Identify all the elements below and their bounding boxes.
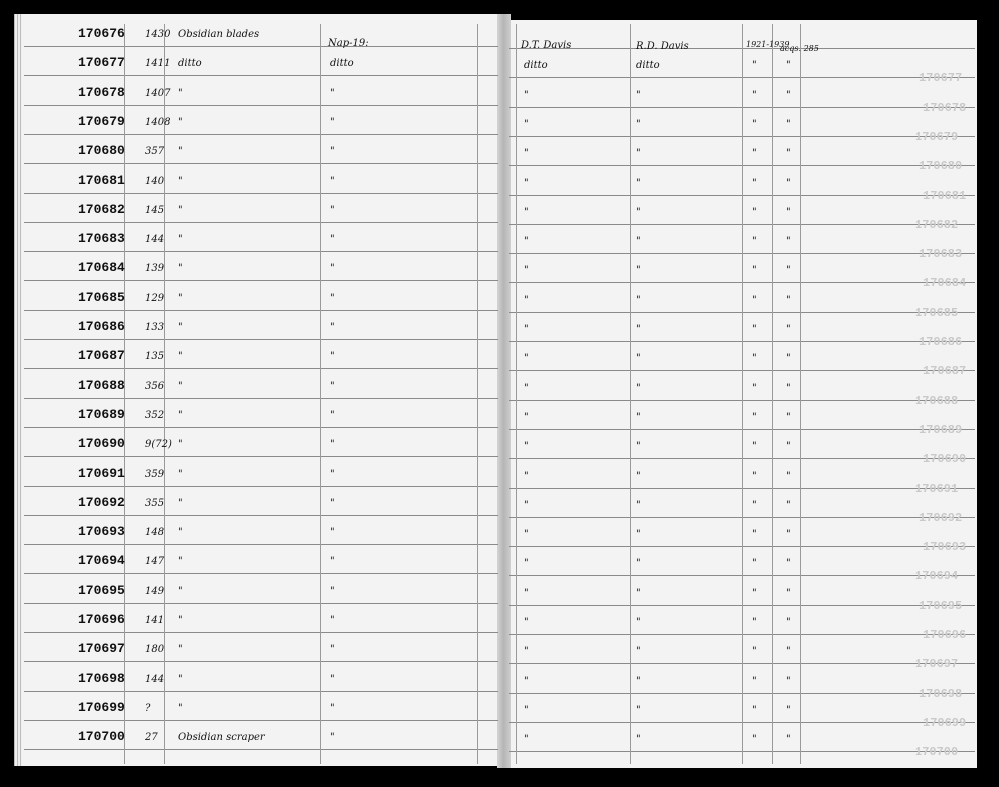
accession-number-header: acqs. 285 [780, 44, 819, 53]
donor-entry: ditto [636, 60, 660, 71]
locality-entry: " [330, 732, 335, 743]
accession-date-entry: " [752, 90, 757, 101]
object-description: " [178, 205, 183, 216]
object-description: " [178, 527, 183, 538]
accession-date-entry: " [752, 471, 757, 482]
ghost-catalog-number: 170681 [923, 189, 967, 203]
field-number: 355 [145, 498, 165, 509]
donor-entry: " [636, 412, 641, 423]
object-description: Obsidian blades [178, 29, 260, 40]
locality-entry: " [330, 146, 335, 157]
object-description: " [178, 439, 183, 450]
object-description: " [178, 293, 183, 304]
field-number: 139 [145, 263, 165, 274]
collector-entry: " [524, 90, 529, 101]
object-description: " [178, 263, 183, 274]
field-number: 148 [145, 527, 165, 538]
accession-date-entry: " [752, 236, 757, 247]
left-column-divider [320, 24, 321, 764]
object-description: " [178, 498, 183, 509]
accession-date-entry: " [752, 148, 757, 159]
accession-date-entry: " [752, 500, 757, 511]
collector-entry: " [524, 529, 529, 540]
donor-entry: " [636, 324, 641, 335]
accession-date-entry: " [752, 295, 757, 306]
catalog-number: 170684 [78, 260, 125, 275]
locality-entry: " [330, 674, 335, 685]
accession-number-entry: " [786, 383, 791, 394]
accession-date-entry: " [752, 265, 757, 276]
field-number: 27 [145, 732, 158, 743]
ghost-catalog-number: 170697 [915, 657, 959, 671]
object-description: " [178, 615, 183, 626]
object-description: " [178, 176, 183, 187]
object-description: " [178, 146, 183, 157]
catalog-number: 170687 [78, 348, 125, 363]
field-number: 145 [145, 205, 165, 216]
catalog-number: 170681 [78, 173, 125, 188]
left-ruled-line [24, 163, 498, 164]
locality-entry: " [330, 615, 335, 626]
left-ruled-line [24, 339, 498, 340]
accession-date-entry: " [752, 734, 757, 745]
left-ruled-line [24, 280, 498, 281]
left-ruled-line [24, 603, 498, 604]
left-ruled-line [24, 251, 498, 252]
accession-number-entry: " [786, 265, 791, 276]
column-header-note: Nap-19: [328, 38, 369, 49]
catalog-number: 170676 [78, 26, 125, 41]
ghost-catalog-number: 170677 [919, 71, 963, 85]
object-description: " [178, 469, 183, 480]
donor-entry: " [636, 148, 641, 159]
accession-number-entry: " [786, 646, 791, 657]
object-description: " [178, 322, 183, 333]
left-ruled-line [24, 749, 498, 750]
collector-entry: " [524, 148, 529, 159]
object-description: " [178, 381, 183, 392]
accession-date-entry: " [752, 178, 757, 189]
catalog-number: 170699 [78, 700, 125, 715]
ghost-catalog-number: 170682 [915, 218, 959, 232]
donor-entry: " [636, 295, 641, 306]
donor-entry: " [636, 90, 641, 101]
accession-number-entry: " [786, 676, 791, 687]
donor-entry: " [636, 705, 641, 716]
donor-entry: " [636, 646, 641, 657]
locality-entry: " [330, 234, 335, 245]
locality-entry: " [330, 498, 335, 509]
locality-entry: " [330, 176, 335, 187]
catalog-number: 170679 [78, 114, 125, 129]
accession-number-entry: " [786, 500, 791, 511]
locality-entry: " [330, 263, 335, 274]
catalog-number: 170685 [78, 290, 125, 305]
collector-entry: " [524, 265, 529, 276]
locality-entry: " [330, 469, 335, 480]
right-column-divider [630, 24, 631, 764]
accession-date-entry: " [752, 617, 757, 628]
field-number: ? [145, 703, 151, 714]
catalog-number: 170691 [78, 466, 125, 481]
accession-number-entry: " [786, 60, 791, 71]
accession-number-entry: " [786, 471, 791, 482]
accession-number-entry: " [786, 119, 791, 130]
right-column-divider [516, 24, 517, 764]
field-number: 147 [145, 556, 165, 567]
accession-number-entry: " [786, 324, 791, 335]
field-number: 180 [145, 644, 165, 655]
left-ruled-line [24, 691, 498, 692]
ghost-catalog-number: 170687 [923, 364, 967, 378]
catalog-number: 170682 [78, 202, 125, 217]
accession-date-entry: " [752, 412, 757, 423]
donor-entry: " [636, 676, 641, 687]
book-gutter [497, 14, 511, 768]
collector-entry: " [524, 500, 529, 511]
donor-entry: " [636, 353, 641, 364]
collector-entry: " [524, 178, 529, 189]
donor-entry: " [636, 178, 641, 189]
collector-entry: " [524, 471, 529, 482]
accession-date-header: 1921-1939 [746, 40, 790, 49]
collector-entry: " [524, 236, 529, 247]
collector-entry: " [524, 119, 529, 130]
catalog-number: 170692 [78, 495, 125, 510]
ghost-catalog-number: 170690 [923, 452, 967, 466]
accession-number-entry: " [786, 734, 791, 745]
accession-number-entry: " [786, 148, 791, 159]
right-column-divider [742, 24, 743, 764]
accession-date-entry: " [752, 353, 757, 364]
accession-date-entry: " [752, 119, 757, 130]
locality-entry: " [330, 586, 335, 597]
left-ruled-line [24, 134, 498, 135]
field-number: 149 [145, 586, 165, 597]
object-description: " [178, 117, 183, 128]
donor-entry: " [636, 441, 641, 452]
field-number: 141 [145, 615, 165, 626]
accession-date-entry: " [752, 646, 757, 657]
collector-entry: " [524, 295, 529, 306]
locality-entry: " [330, 527, 335, 538]
field-number: 144 [145, 234, 165, 245]
left-ruled-line [24, 573, 498, 574]
collector-entry: " [524, 617, 529, 628]
collector-entry: " [524, 441, 529, 452]
locality-entry: ditto [330, 58, 354, 69]
left-ruled-line [24, 310, 498, 311]
field-number: 133 [145, 322, 165, 333]
accession-number-entry: " [786, 617, 791, 628]
left-ruled-line [24, 632, 498, 633]
catalog-number: 170686 [78, 319, 125, 334]
field-number: 356 [145, 381, 165, 392]
collector-header: D.T. Davis [521, 40, 572, 51]
catalog-number: 170694 [78, 553, 125, 568]
ghost-catalog-number: 170693 [923, 540, 967, 554]
ghost-catalog-number: 170683 [919, 247, 963, 261]
locality-entry: " [330, 88, 335, 99]
ghost-catalog-number: 170688 [915, 394, 959, 408]
collector-entry: " [524, 705, 529, 716]
donor-entry: " [636, 529, 641, 540]
catalog-number: 170693 [78, 524, 125, 539]
accession-number-entry: " [786, 90, 791, 101]
donor-entry: " [636, 236, 641, 247]
object-description: " [178, 586, 183, 597]
left-ruled-line [24, 105, 498, 106]
left-ruled-line [24, 720, 498, 721]
object-description: ditto [178, 58, 202, 69]
locality-entry: " [330, 322, 335, 333]
collector-entry: " [524, 383, 529, 394]
collector-entry: ditto [524, 60, 548, 71]
donor-entry: " [636, 617, 641, 628]
accession-number-entry: " [786, 236, 791, 247]
ghost-catalog-number: 170686 [919, 335, 963, 349]
ghost-catalog-number: 170700 [915, 745, 959, 759]
object-description: " [178, 88, 183, 99]
left-ruled-line [24, 486, 498, 487]
catalog-number: 170683 [78, 231, 125, 246]
accession-date-entry: " [752, 207, 757, 218]
object-description: " [178, 674, 183, 685]
collector-entry: " [524, 588, 529, 599]
left-ruled-line [24, 544, 498, 545]
object-description: Obsidian scraper [178, 732, 265, 743]
collector-entry: " [524, 676, 529, 687]
locality-entry: " [330, 117, 335, 128]
donor-entry: " [636, 500, 641, 511]
locality-entry: " [330, 410, 335, 421]
catalog-number: 170697 [78, 641, 125, 656]
left-column-divider [477, 24, 478, 764]
collector-entry: " [524, 646, 529, 657]
catalog-number: 170677 [78, 55, 125, 70]
left-ruled-line [24, 456, 498, 457]
accession-number-entry: " [786, 295, 791, 306]
field-number: 1408 [145, 117, 171, 128]
accession-date-entry: " [752, 60, 757, 71]
ghost-catalog-number: 170679 [915, 130, 959, 144]
left-ruled-line [24, 193, 498, 194]
accession-number-entry: " [786, 178, 791, 189]
left-ruled-line [24, 46, 498, 47]
field-number: 359 [145, 469, 165, 480]
accession-number-entry: " [786, 412, 791, 423]
locality-entry: " [330, 205, 335, 216]
donor-entry: " [636, 734, 641, 745]
ghost-catalog-number: 170680 [919, 159, 963, 173]
ghost-catalog-number: 170692 [919, 511, 963, 525]
accession-date-entry: " [752, 588, 757, 599]
donor-entry: " [636, 558, 641, 569]
accession-date-entry: " [752, 383, 757, 394]
accession-number-entry: " [786, 529, 791, 540]
collector-entry: " [524, 207, 529, 218]
collector-entry: " [524, 558, 529, 569]
locality-entry: " [330, 293, 335, 304]
field-number: 352 [145, 410, 165, 421]
ghost-catalog-number: 170694 [915, 569, 959, 583]
donor-entry: " [636, 588, 641, 599]
collector-entry: " [524, 353, 529, 364]
accession-date-entry: " [752, 676, 757, 687]
ghost-catalog-number: 170691 [915, 482, 959, 496]
ghost-catalog-number: 170698 [919, 687, 963, 701]
ghost-catalog-number: 170699 [923, 716, 967, 730]
field-number: 1407 [145, 88, 171, 99]
collector-entry: " [524, 412, 529, 423]
left-ruled-line [24, 222, 498, 223]
accession-date-entry: " [752, 529, 757, 540]
object-description: " [178, 234, 183, 245]
accession-number-entry: " [786, 588, 791, 599]
ghost-catalog-number: 170678 [923, 101, 967, 115]
locality-entry: " [330, 439, 335, 450]
left-ruled-line [24, 75, 498, 76]
field-number: 9(72) [145, 439, 172, 450]
accession-date-entry: " [752, 324, 757, 335]
left-ruled-line [24, 661, 498, 662]
accession-number-entry: " [786, 207, 791, 218]
collector-entry: " [524, 734, 529, 745]
donor-header: R.D. Davis [636, 41, 689, 52]
accession-date-entry: " [752, 705, 757, 716]
ghost-catalog-number: 170696 [923, 628, 967, 642]
right-column-divider [800, 24, 801, 764]
accession-number-entry: " [786, 705, 791, 716]
object-description: " [178, 410, 183, 421]
field-number: 135 [145, 351, 165, 362]
ghost-catalog-number: 170695 [919, 599, 963, 613]
ghost-catalog-number: 170689 [919, 423, 963, 437]
donor-entry: " [636, 207, 641, 218]
left-ruled-line [24, 515, 498, 516]
accession-date-entry: " [752, 441, 757, 452]
field-number: 144 [145, 674, 165, 685]
field-number: 1430 [145, 29, 171, 40]
accession-number-entry: " [786, 558, 791, 569]
field-number: 129 [145, 293, 165, 304]
donor-entry: " [636, 119, 641, 130]
object-description: " [178, 703, 183, 714]
left-ruled-line [24, 427, 498, 428]
catalog-number: 170695 [78, 583, 125, 598]
catalog-number: 170698 [78, 671, 125, 686]
locality-entry: " [330, 644, 335, 655]
left-ruled-line [24, 398, 498, 399]
locality-entry: " [330, 351, 335, 362]
accession-number-entry: " [786, 441, 791, 452]
locality-entry: " [330, 381, 335, 392]
object-description: " [178, 644, 183, 655]
ghost-catalog-number: 170684 [923, 276, 967, 290]
accession-number-entry: " [786, 353, 791, 364]
object-description: " [178, 556, 183, 567]
left-column-divider [164, 24, 165, 764]
donor-entry: " [636, 265, 641, 276]
catalog-number: 170680 [78, 143, 125, 158]
catalog-number: 170689 [78, 407, 125, 422]
object-description: " [178, 351, 183, 362]
catalog-number: 170700 [78, 729, 125, 744]
collector-entry: " [524, 324, 529, 335]
donor-entry: " [636, 471, 641, 482]
catalog-number: 170690 [78, 436, 125, 451]
left-ruled-line [24, 368, 498, 369]
catalog-number: 170678 [78, 85, 125, 100]
ghost-catalog-number: 170685 [915, 306, 959, 320]
donor-entry: " [636, 383, 641, 394]
accession-date-entry: " [752, 558, 757, 569]
field-number: 140 [145, 176, 165, 187]
catalog-number: 170696 [78, 612, 125, 627]
field-number: 357 [145, 146, 165, 157]
right-column-divider [772, 24, 773, 764]
locality-entry: " [330, 703, 335, 714]
catalog-number: 170688 [78, 378, 125, 393]
locality-entry: " [330, 556, 335, 567]
field-number: 1411 [145, 58, 171, 69]
